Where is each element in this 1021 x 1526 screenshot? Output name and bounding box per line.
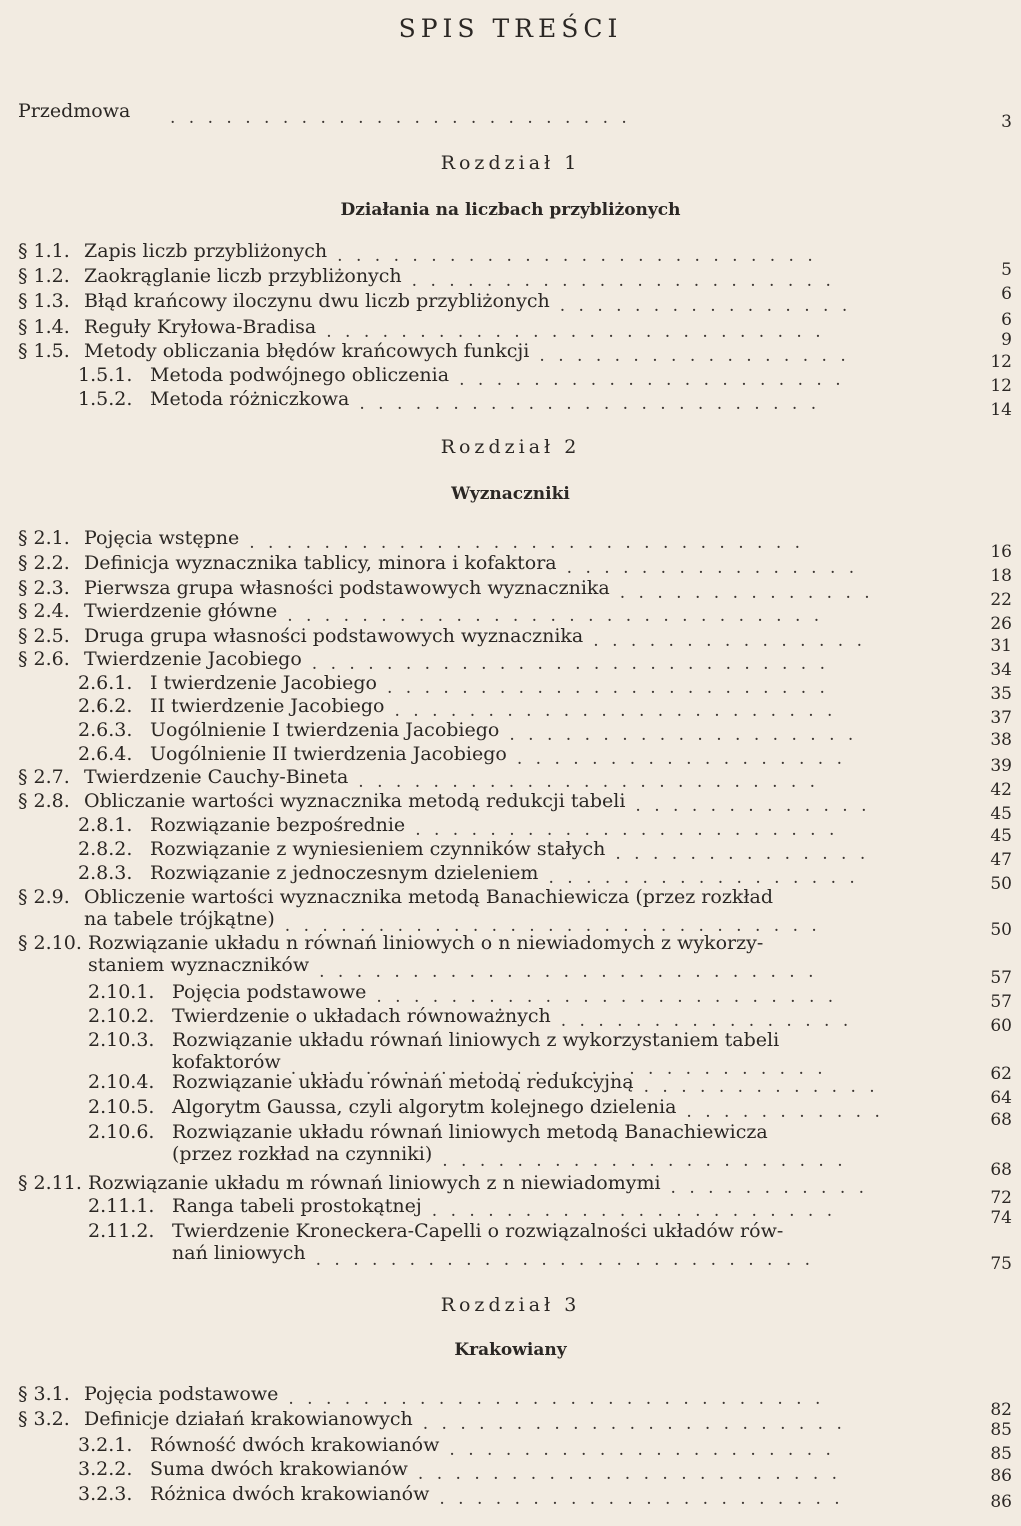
toc-section-number: 2.6.2. xyxy=(78,695,133,717)
toc-section-number: § 1.5. xyxy=(18,340,70,362)
toc-page-number: 38 xyxy=(990,730,1012,750)
toc-entry xyxy=(0,648,1021,680)
toc-section-number: § 2.10. xyxy=(18,932,82,954)
leader-dots: . . . . . . . . . . . . . . . . . . . . . . . . . . . xyxy=(326,322,825,342)
leader-dots: . . . . . . . . . . . . . . . . . . . . . . . xyxy=(415,820,839,840)
toc-page-number: 14 xyxy=(990,400,1012,420)
toc-entry-text: Rozwiązanie układu n równań liniowych o n niewiadomych z wykorzy- xyxy=(88,932,764,954)
toc-section-number: 2.11.1. xyxy=(88,1195,155,1217)
toc-section-number: § 2.7. xyxy=(18,766,70,788)
leader-dots: . . . . . . . . . . . . . . . . . xyxy=(539,346,850,366)
toc-section-number: 3.2.2. xyxy=(78,1458,133,1480)
toc-entry xyxy=(0,719,1021,750)
toc-entry-text: Przedmowa xyxy=(18,100,131,122)
page-title: SPIS TREŚCI xyxy=(398,14,623,43)
toc-entry-text: Błąd krańcowy iloczynu dwu liczb przybliżonych xyxy=(84,290,550,312)
toc-entry-text-continued: nań liniowych xyxy=(172,1242,306,1264)
toc-page-number: 37 xyxy=(990,708,1012,728)
leader-dots: . . . . . . . . . . . . . . . . . xyxy=(548,868,859,888)
toc-entry xyxy=(0,743,1021,776)
chapter-title-1: Działania na liczbach przybliżonych xyxy=(340,200,681,220)
toc-page-number: 31 xyxy=(990,636,1012,656)
chapter-title-2: Wyznaczniki xyxy=(451,484,570,504)
toc-entry-text: Uogólnienie I twierdzenia Jacobiego xyxy=(150,719,500,741)
chapter-heading-1: Rozdział 1 xyxy=(440,152,581,174)
toc-entry-text: Rozwiązanie bezpośrednie xyxy=(150,814,406,836)
leader-dots: . . . . . . . . . . . . . . . . . . . . . . . xyxy=(411,271,835,291)
toc-page-number: 68 xyxy=(990,1110,1012,1130)
toc-entry xyxy=(0,1483,1021,1512)
toc-page-number: 50 xyxy=(990,920,1012,940)
toc-page-number: 12 xyxy=(990,352,1012,372)
toc-entry xyxy=(0,672,1021,704)
toc-entry-text: Obliczenie wartości wyznacznika metodą Banachiewicza (przez rozkład xyxy=(84,886,773,908)
toc-page-number: 86 xyxy=(990,1466,1012,1486)
toc-entry-text: Równość dwóch krakowianów xyxy=(150,1434,440,1456)
toc-entry-text: Uogólnienie II twierdzenia Jacobiego xyxy=(150,743,507,765)
toc-entry-text-continued: kofaktorów xyxy=(172,1051,281,1073)
toc-entry-text: Pojęcia podstawowe xyxy=(172,981,367,1003)
toc-page-number: 47 xyxy=(990,850,1012,870)
leader-dots: . . . . . . . . . . . . . . . . . . . . . xyxy=(459,370,845,390)
toc-page-number: 50 xyxy=(990,874,1012,894)
leader-dots: . . . . . . . . . . . . . . . . . . . . . . . . . . . . . xyxy=(284,916,821,936)
toc-entry xyxy=(0,838,1021,870)
leader-dots: . . . . . . . . . . . . . . . . . . . . . . . . xyxy=(394,701,837,721)
toc-entry xyxy=(0,1434,1021,1464)
toc-entry-text: Różnica dwóch krakowianów xyxy=(150,1483,430,1505)
toc-section-number: 2.10.6. xyxy=(88,1121,155,1143)
toc-section-number: § 1.2. xyxy=(18,265,70,287)
toc-entry-text: Rozwiązanie układu m równań liniowych z n niewiadomymi xyxy=(88,1172,661,1194)
toc-entry-text-continued: na tabele trójkątne) xyxy=(84,908,275,930)
toc-entry xyxy=(0,1121,1021,1180)
toc-page-number: 85 xyxy=(990,1444,1012,1464)
toc-page-number: 60 xyxy=(990,1016,1012,1036)
leader-dots: . . . . . . . . . . . . . . . . . . . . . . . . . xyxy=(359,394,821,414)
leader-dots: . . . . . . . . . . . . . . . . . . . . . . . . . . . . xyxy=(311,654,830,674)
toc-page-number: 57 xyxy=(990,968,1012,988)
toc-entry-text: Ranga tabeli prostokątnej xyxy=(172,1195,422,1217)
toc-entry xyxy=(0,364,1021,396)
toc-page-number: 42 xyxy=(990,780,1012,800)
toc-entry xyxy=(0,766,1021,800)
toc-section-number: 2.10.2. xyxy=(88,1005,155,1027)
toc-section-number: 2.10.3. xyxy=(88,1029,155,1051)
leader-dots: . . . . . . . . . . . . . . . . . . . . . . . . . xyxy=(358,772,820,792)
toc-page-number: 85 xyxy=(990,1420,1012,1440)
leader-dots: . . . . . . . . . . . . . . xyxy=(615,844,870,864)
toc-page-number: 26 xyxy=(990,614,1012,634)
toc-page-number: 86 xyxy=(990,1492,1012,1512)
toc-section-number: § 1.3. xyxy=(18,290,70,312)
toc-page-number: 34 xyxy=(990,660,1012,680)
toc-section-number: 3.2.1. xyxy=(78,1434,133,1456)
leader-dots: . . . . . . . . . . . . . . . . . . . . . . . . . . . . . xyxy=(288,1389,825,1409)
toc-entry-text: Zapis liczb przybliżonych xyxy=(84,240,328,262)
toc-entry-text: Rozwiązanie układu równań metodą redukcyjną xyxy=(172,1071,634,1093)
toc-entry-text-continued: staniem wyznaczników xyxy=(88,954,310,976)
toc-section-number: § 2.3. xyxy=(18,577,70,599)
leader-dots: . . . . . . . . . . . . . . . . xyxy=(566,558,859,578)
leader-dots: . . . . . . . . . . . . . . . . . . . . . . xyxy=(442,1151,847,1171)
toc-page-number: 72 xyxy=(990,1188,1012,1208)
toc-page-number: 45 xyxy=(990,826,1012,846)
leader-dots: . . . . . . . . . . . . . . . . . . . . . . . . . . . . . xyxy=(290,1059,827,1079)
toc-page-number: 6 xyxy=(1001,284,1012,304)
toc-entry-text: Twierdzenie o układach równoważnych xyxy=(172,1005,551,1027)
toc-entry xyxy=(0,1005,1021,1036)
toc-entry-text: Rozwiązanie układu równań liniowych z wykorzystaniem tabeli xyxy=(172,1029,780,1051)
toc-entry-text: Pierwsza grupa własności podstawowych wyznacznika xyxy=(84,577,610,599)
toc-section-number: § 3.2. xyxy=(18,1408,70,1430)
leader-dots: . . . . . . . . . . . . . . . . . . . xyxy=(509,725,858,745)
leader-dots: . . . . . . . . . . . . . . . . xyxy=(559,296,852,316)
toc-section-number: § 2.11. xyxy=(18,1172,82,1194)
toc-section-number: 1.5.2. xyxy=(78,388,133,410)
toc-entry xyxy=(0,600,1021,634)
toc-section-number: § 2.5. xyxy=(18,625,70,647)
toc-entry xyxy=(0,1220,1021,1274)
toc-entry-text: Rozwiązanie z wyniesieniem czynników stałych xyxy=(150,838,606,860)
toc-entry xyxy=(0,695,1021,728)
toc-section-number: § 2.8. xyxy=(18,790,70,812)
toc-section-number: 2.8.2. xyxy=(78,838,133,860)
leader-dots: . . . . . . . . . . . . . . . xyxy=(593,631,866,651)
leader-dots: . . . . . . . . . . . . . . . . . . . . . . . . . . . . . . xyxy=(249,533,805,553)
toc-page-number: 45 xyxy=(990,804,1012,824)
toc-entry xyxy=(0,316,1021,350)
toc-entry xyxy=(0,862,1021,894)
toc-section-number: 3.2.3. xyxy=(78,1483,133,1505)
toc-entry-text: Twierdzenie Jacobiego xyxy=(84,648,302,670)
toc-section-number: § 1.4. xyxy=(18,316,70,338)
toc-entry-text-continued: (przez rozkład na czynniki) xyxy=(172,1143,433,1165)
toc-page-number: 82 xyxy=(990,1400,1012,1420)
toc-entry xyxy=(0,388,1021,420)
toc-entry xyxy=(0,527,1021,562)
toc-section-number: 2.8.1. xyxy=(78,814,133,836)
toc-page-number: 3 xyxy=(1001,112,1012,132)
toc-page-number: 12 xyxy=(990,376,1012,396)
toc-section-number: § 2.2. xyxy=(18,552,70,574)
toc-entry xyxy=(0,625,1021,656)
leader-dots: . . . . . . . . . . . . . . xyxy=(619,583,874,603)
toc-page-number: 6 xyxy=(1001,310,1012,330)
leader-dots: . . . . . . . . . . . xyxy=(670,1178,869,1198)
toc-section-number: § 3.1. xyxy=(18,1383,70,1405)
leader-dots: . . . . . . . . . . . . . . . . . . . . . . . . . . . xyxy=(315,1250,815,1270)
toc-entry xyxy=(0,1458,1021,1486)
leader-dots: . . . . . . . . . . . . . . . . . . . . . . . . . xyxy=(170,108,631,128)
toc-page-number: 57 xyxy=(990,992,1012,1012)
toc-entry-text: Obliczanie wartości wyznacznika metodą redukcji tabeli xyxy=(84,790,626,812)
leader-dots: . . . . . . . . . . . xyxy=(686,1102,884,1122)
toc-entry xyxy=(0,814,1021,846)
chapter-title-3: Krakowiany xyxy=(454,1340,567,1360)
toc-page-number: 68 xyxy=(990,1160,1012,1180)
leader-dots: . . . . . . . . . . . . . . . . . . . . . . . . . . xyxy=(337,246,817,266)
toc-section-number: § 2.1. xyxy=(18,527,70,549)
toc-section-number: § 2.6. xyxy=(18,648,70,670)
toc-entry-text: Zaokrąglanie liczb przybliżonych xyxy=(84,265,402,287)
toc-entry-text: Definicja wyznacznika tablicy, minora i kofaktora xyxy=(84,552,557,574)
toc-entry xyxy=(0,932,1021,988)
leader-dots: . . . . . . . . . . . . . . . . . . . . . . . xyxy=(422,1414,846,1434)
toc-entry-text: Pojęcia podstawowe xyxy=(84,1383,279,1405)
toc-page-number: 5 xyxy=(1001,260,1012,280)
toc-section-number: § 2.4. xyxy=(18,600,70,622)
toc-entry xyxy=(0,1096,1021,1130)
toc-page-number: 64 xyxy=(990,1088,1012,1108)
leader-dots: . . . . . . . . . . . . . . . . . . . . . . . xyxy=(417,1464,842,1484)
leader-dots: . . . . . . . . . . . . . . . . . . . . . . . . . . . xyxy=(319,962,818,982)
toc-entry-text: Rozwiązanie układu równań liniowych metodą Banachiewicza xyxy=(172,1121,768,1143)
toc-entry-text: Twierdzenie Kroneckera-Capelli o rozwiązalności układów rów- xyxy=(172,1220,784,1242)
toc-section-number: 2.6.3. xyxy=(78,719,133,741)
leader-dots: . . . . . . . . . . . . . . . . . . . . . . . . . . . . . xyxy=(287,606,824,626)
leader-dots: . . . . . . . . . . . . . . . . . . . . . . xyxy=(431,1201,837,1221)
toc-section-number: 2.10.4. xyxy=(88,1071,155,1093)
toc-entry xyxy=(0,886,1021,940)
toc-entry-text: Metody obliczania błędów krańcowych funkcji xyxy=(84,340,530,362)
toc-entry xyxy=(0,981,1021,1012)
toc-entry xyxy=(0,1408,1021,1440)
toc-entry xyxy=(0,552,1021,586)
toc-page-number: 74 xyxy=(990,1208,1012,1228)
toc-page-number: 18 xyxy=(990,566,1012,586)
toc-entry-text: Twierdzenie główne xyxy=(84,600,278,622)
toc-page-number: 9 xyxy=(1001,330,1012,350)
toc-page-number: 39 xyxy=(990,756,1012,776)
toc-section-number: § 2.9. xyxy=(18,886,70,908)
leader-dots: . . . . . . . . . . . . . . . . . . xyxy=(516,749,846,769)
toc-entry xyxy=(0,577,1021,610)
toc-page-number: 62 xyxy=(990,1064,1012,1084)
leader-dots: . . . . . . . . . . . . . . . . . . . . . . xyxy=(439,1489,844,1509)
toc-entry-text: Metoda różniczkowa xyxy=(150,388,350,410)
leader-dots: . . . . . . . . . . . . . xyxy=(635,796,871,816)
toc-entry-text: Twierdzenie Cauchy-Bineta xyxy=(84,766,349,788)
chapter-heading-2: Rozdział 2 xyxy=(440,436,581,458)
toc-entry-text: Metoda podwójnego obliczenia xyxy=(150,364,450,386)
toc-section-number: 2.11.2. xyxy=(88,1220,155,1242)
toc-entry-text: Druga grupa własności podstawowych wyznacznika xyxy=(84,625,584,647)
toc-section-number: § 1.1. xyxy=(18,240,70,262)
toc-entry-text: Definicje działań krakowianowych xyxy=(84,1408,413,1430)
leader-dots: . . . . . . . . . . . . . . . . . . . . . . . . . xyxy=(376,987,838,1007)
toc-entry-text: Suma dwóch krakowianów xyxy=(150,1458,408,1480)
leader-dots: . . . . . . . . . . . . . . . . xyxy=(560,1011,853,1031)
leader-dots: . . . . . . . . . . . . . . . . . . . . . . . . xyxy=(386,678,829,698)
toc-entry-text: I twierdzenie Jacobiego xyxy=(150,672,377,694)
toc-page-number: 22 xyxy=(990,590,1012,610)
toc-entry-text: Algorytm Gaussa, czyli algorytm kolejnego dzielenia xyxy=(172,1096,677,1118)
leader-dots: . . . . . . . . . . . . . xyxy=(643,1077,879,1097)
toc-entry-text: II twierdzenie Jacobiego xyxy=(150,695,385,717)
toc-entry xyxy=(0,1195,1021,1228)
toc-entry xyxy=(0,340,1021,372)
toc-section-number: 2.6.1. xyxy=(78,672,133,694)
toc-page-number: 35 xyxy=(990,684,1012,704)
toc-entry-text: Pojęcia wstępne xyxy=(84,527,240,549)
toc-section-number: 1.5.1. xyxy=(78,364,133,386)
toc-entry xyxy=(0,790,1021,824)
toc-section-number: 2.6.4. xyxy=(78,743,133,765)
toc-page-number: 75 xyxy=(990,1254,1012,1274)
toc-section-number: 2.10.1. xyxy=(88,981,155,1003)
toc-entry-text: Rozwiązanie z jednoczesnym dzieleniem xyxy=(150,862,539,884)
chapter-heading-3: Rozdział 3 xyxy=(440,1294,581,1316)
toc-entry-text: Reguły Kryłowa-Bradisa xyxy=(84,316,317,338)
leader-dots: . . . . . . . . . . . . . . . . . . . . . xyxy=(449,1440,835,1460)
toc-section-number: 2.8.3. xyxy=(78,862,133,884)
toc-section-number: 2.10.5. xyxy=(88,1096,155,1118)
toc-page-number: 16 xyxy=(990,542,1012,562)
